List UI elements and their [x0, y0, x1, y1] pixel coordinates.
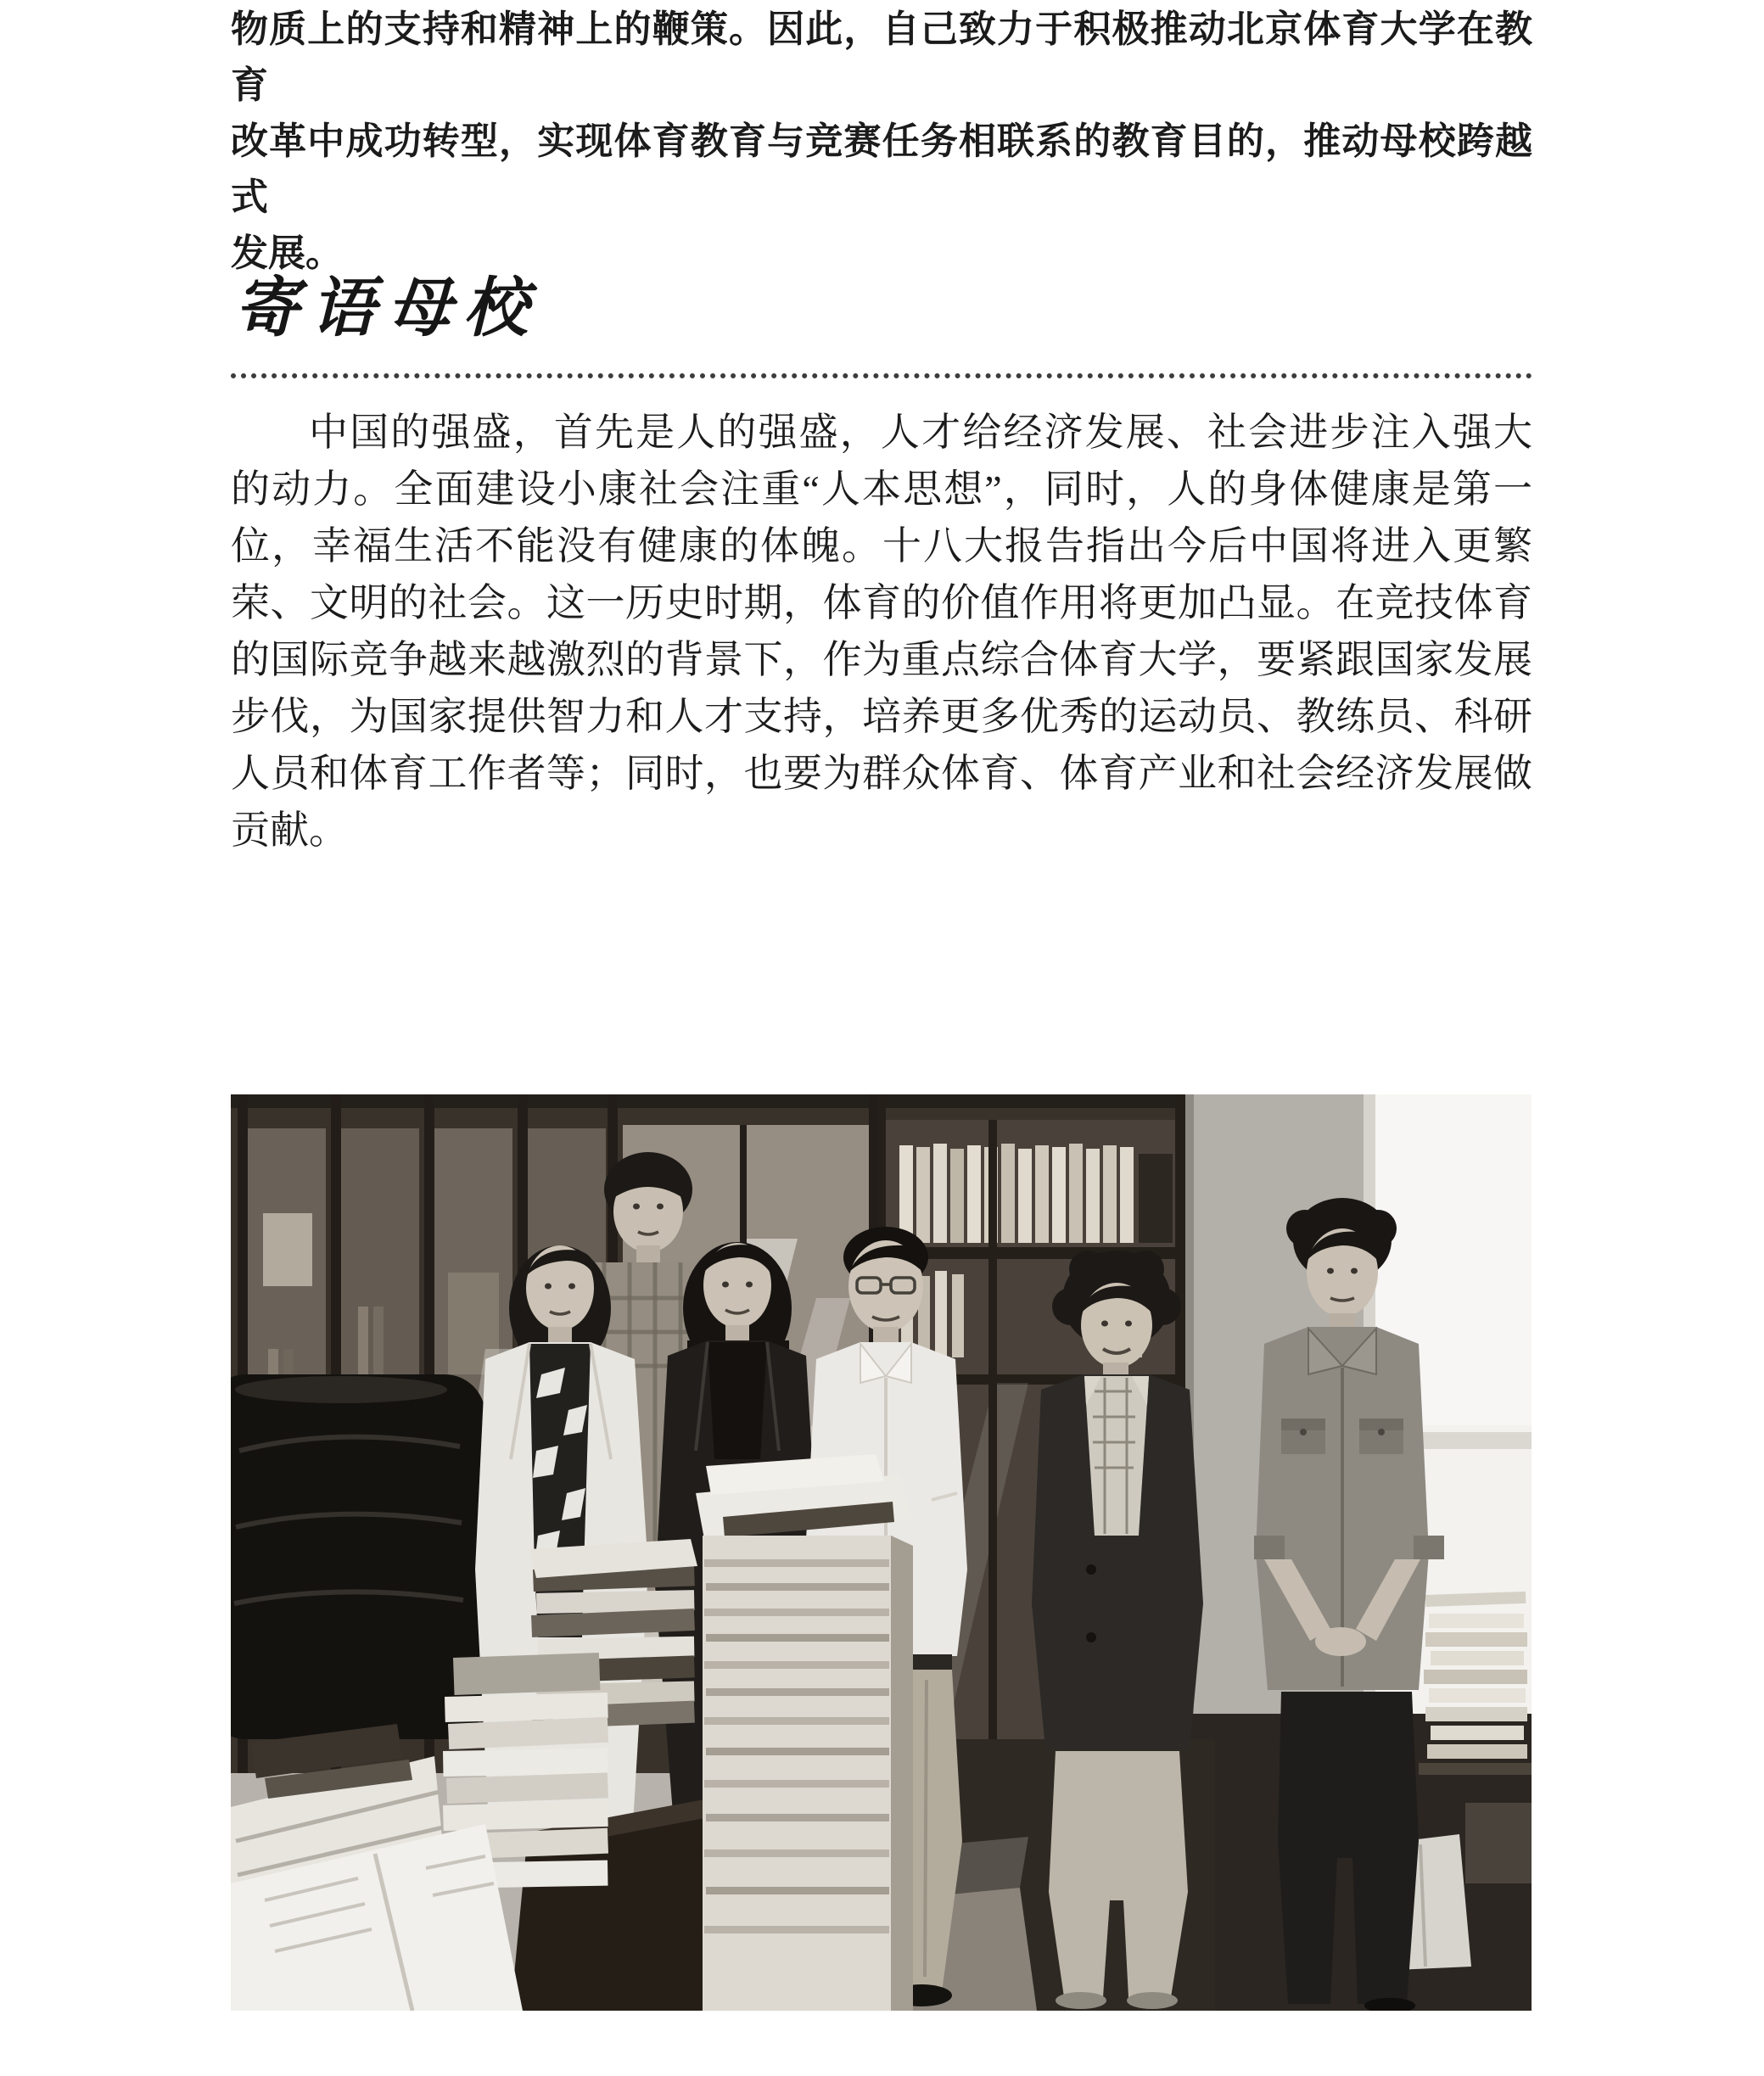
office-chair — [231, 1374, 485, 1739]
intro-line: 改革中成功转型，实现体育教育与竞赛任务相联系的教育目的，推动母校跨越式 — [231, 120, 1532, 218]
intro-line: 物质上的支持和精神上的鞭策。因此，自己致力于积极推动北京体育大学在教育 — [231, 8, 1532, 106]
body-line: 贡献。 — [231, 809, 348, 852]
body-line: 的动力。全面建设小康社会注重“人本思想”，同时，人的身体健康是第一 — [231, 467, 1532, 511]
body-line: 位，幸福生活不能没有健康的体魄。十八大报告指出今后中国将进入更繁 — [231, 524, 1532, 568]
group-photo — [231, 1094, 1532, 2011]
intro-paragraph — [231, 2, 1532, 282]
body-line: 的国际竞争越来越激烈的背景下，作为重点综合体育大学，要紧跟国家发展 — [231, 638, 1532, 681]
section-heading: 寄语母校 — [234, 270, 540, 345]
section-body — [231, 404, 1532, 859]
body-line: 荣、文明的社会。这一历史时期，体育的价值作用将更加凸显。在竞技体育 — [231, 581, 1532, 624]
dotted-divider — [231, 373, 1532, 378]
body-line: 步伐，为国家提供智力和人才支持，培养更多优秀的运动员、教练员、科研 — [231, 695, 1532, 738]
intro-line: 发展。 — [231, 232, 343, 274]
body-line: 人员和体育工作者等；同时，也要为群众体育、体育产业和社会经济发展做 — [231, 752, 1532, 795]
body-line: 中国的强盛，首先是人的强盛，人才给经济发展、社会进步注入强大 — [309, 411, 1532, 454]
